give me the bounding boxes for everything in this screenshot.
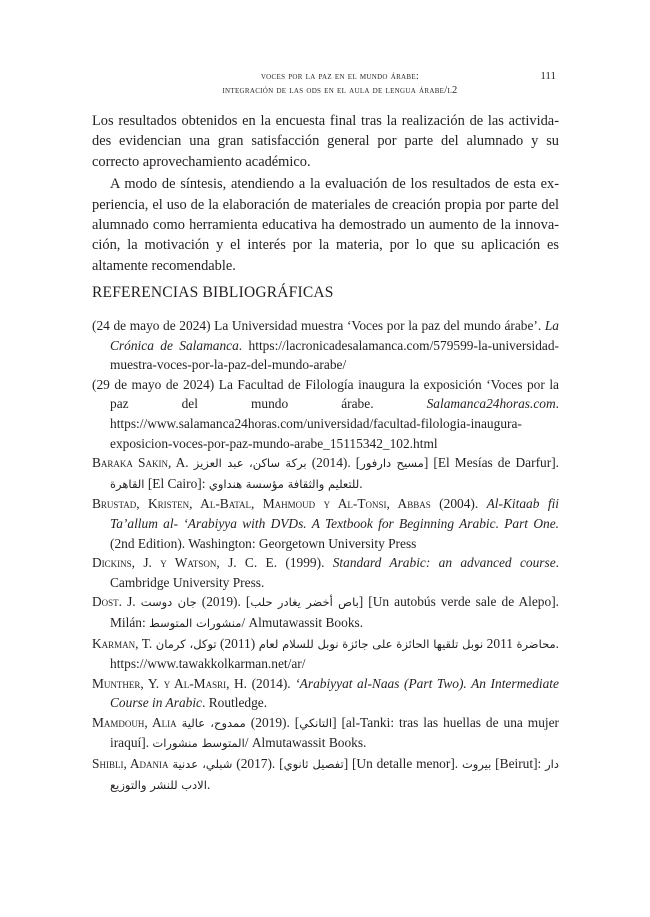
reference-author: Munther, Y. y Al-Masri, H. bbox=[92, 675, 248, 691]
reference-text: ] [El Mesías de Darfur]. bbox=[423, 455, 560, 471]
reference-text: . bbox=[206, 776, 211, 792]
reference-author: Baraka Sakin, A. bbox=[92, 455, 189, 471]
reference-item bbox=[92, 375, 559, 453]
reference-author: Mamdouh, Alia bbox=[92, 714, 177, 730]
reference-url: . https://www.salamanca24horas.com/universidad/facultad-filologia-inaugura-exposicion-voces-por-paz-mundo-arabe_15115342_102.html bbox=[110, 396, 559, 451]
reference-arabic-title: التانكي bbox=[299, 715, 333, 730]
reference-text: 2011 bbox=[483, 635, 517, 651]
reference-text: (2004). bbox=[430, 496, 487, 512]
running-title-line-1: voces por la paz en el mundo árabe: bbox=[260, 71, 420, 82]
reference-item bbox=[92, 713, 559, 754]
reference-arabic-title: باص أخضر يغادر حلب bbox=[250, 595, 359, 610]
reference-text: (2011) bbox=[216, 635, 259, 651]
reference-text: [Beirut]: bbox=[491, 756, 546, 772]
reference-arabic-publisher: المتوسط منشورات bbox=[152, 736, 245, 751]
reference-text: [El Cairo]: bbox=[144, 475, 209, 491]
reference-text: (2019). [ bbox=[245, 714, 300, 730]
reference-arabic-place: بيروت bbox=[461, 757, 492, 772]
reference-text: / Almutawassit Books. bbox=[241, 614, 364, 630]
reference-source: Al-Kitaab fii Ta’allum al- ‘Arabiyya with DVDs. A Textbook for Beginning Arabic. Part One. bbox=[110, 496, 560, 531]
paragraph-2: A modo de síntesis, atendiendo a la evaluación de los resultados de esta experiencia, el uso de la elaboración de materiales de creación propia por parte del alumnado como herramienta educativa ha demostrado un aumento de la innovación, la motivación y el interés por la materia, por lo que su aplicación es altamente recomendable. bbox=[92, 176, 559, 274]
reference-item bbox=[92, 754, 559, 795]
reference-arabic-title: نوبل تلقيها الحائزة على جائزة نوبل للسلام لعام bbox=[258, 636, 484, 651]
reference-item bbox=[92, 494, 559, 553]
running-title-line-2: integración de las ods en el aula de lengua árabe/l2 bbox=[222, 85, 458, 96]
reference-source: ‘Arabiyyat al-Naas (Part Two). An Intermediate Course in Arabic bbox=[110, 675, 559, 711]
reference-text: ] [Un autobús verde sale de Alepo]. Milán: bbox=[110, 594, 559, 630]
reference-text: . Routledge. bbox=[202, 695, 268, 711]
reference-arabic-place: القاهرة bbox=[110, 476, 145, 491]
reference-item bbox=[92, 553, 559, 592]
reference-arabic-title: تفصيل ثانوي bbox=[283, 757, 344, 772]
reference-text: . Cambridge University Press. bbox=[110, 555, 559, 590]
reference-arabic-publisher: للتعليم والثقافة مؤسسة هنداوي bbox=[208, 476, 360, 491]
reference-item bbox=[92, 634, 559, 674]
reference-text: . bbox=[359, 475, 363, 491]
reference-arabic-author: توكل، كرمان bbox=[155, 636, 217, 651]
reference-arabic-author: بركة ساكن، عبد العزيز bbox=[193, 456, 307, 471]
reference-arabic-author: جان دوست bbox=[140, 595, 197, 610]
reference-arabic-author: شبلي، عدنية bbox=[172, 757, 233, 772]
reference-arabic-publisher: دار الادب للنشر والتوزيع bbox=[110, 757, 559, 792]
reference-text: (24 de mayo de 2024) La Universidad muestra ‘Voces por la paz del mundo árabe’. bbox=[92, 318, 545, 333]
reference-item bbox=[92, 674, 559, 713]
reference-url: . https://www.tawakkolkarman.net/ar/ bbox=[110, 635, 560, 672]
reference-author: Karman, T. bbox=[92, 635, 153, 651]
reference-arabic-type: محاضرة bbox=[516, 636, 556, 651]
reference-source: Standard Arabic: an advanced course bbox=[332, 555, 556, 571]
reference-arabic-title: مسيح دارفور bbox=[360, 456, 424, 471]
reference-author: Dickins, J. y Watson, J. C. E. bbox=[92, 555, 278, 571]
reference-text: / Almutawassit Books. bbox=[244, 735, 367, 751]
reference-text: (1999). bbox=[277, 555, 333, 571]
body-text bbox=[92, 111, 559, 276]
reference-item bbox=[92, 316, 559, 375]
paragraph-1: Los resultados obtenidos en la encuesta final tras la realización de las actividades evidencian una gran satisfacción general por parte del alumnado y su correcto aprovechamiento académico. bbox=[92, 113, 559, 170]
reference-author: Dost. J. bbox=[92, 594, 136, 610]
reference-source: Salamanca24horas.com bbox=[426, 396, 556, 412]
reference-arabic-author: ممدوح، عالية bbox=[181, 715, 246, 730]
reference-text: (29 de mayo de 2024) La Facultad de Filología inaugura la exposición ‘Voces por la paz del mundo árabe. bbox=[92, 376, 559, 412]
reference-author: Brustad, Kristen, Al-Batal, Mahmoud y Al-Tonsi, Abbas bbox=[92, 496, 431, 512]
reference-arabic-publisher: منشورات المتوسط bbox=[149, 615, 242, 630]
reference-text: (2017). [ bbox=[232, 756, 284, 772]
section-title: REFERENCIAS BIBLIOGRÁFICAS bbox=[92, 284, 334, 301]
reference-text: (2019). [ bbox=[196, 594, 251, 610]
reference-url: . https://lacronicadesalamanca.com/579599-la-universidad-muestra-voces-por-la-paz-del-mundo-arabe/ bbox=[110, 337, 559, 373]
reference-text: ] [Un detalle menor]. bbox=[343, 756, 462, 772]
reference-text: (2014). [ bbox=[306, 455, 361, 471]
reference-source: La Crónica de Salamanca bbox=[110, 318, 559, 353]
reference-text: (2nd Edition). Washington: Georgetown University Press bbox=[110, 535, 417, 551]
reference-list bbox=[92, 316, 559, 795]
reference-item bbox=[92, 453, 559, 494]
reference-item bbox=[92, 592, 559, 633]
reference-text: (2014). bbox=[247, 675, 296, 691]
reference-author: Shibli, Adania bbox=[92, 756, 169, 772]
reference-text: ] [al-Tanki: tras las huellas de una mujer iraquí]. bbox=[110, 714, 560, 751]
page-number: 111 bbox=[540, 70, 556, 82]
